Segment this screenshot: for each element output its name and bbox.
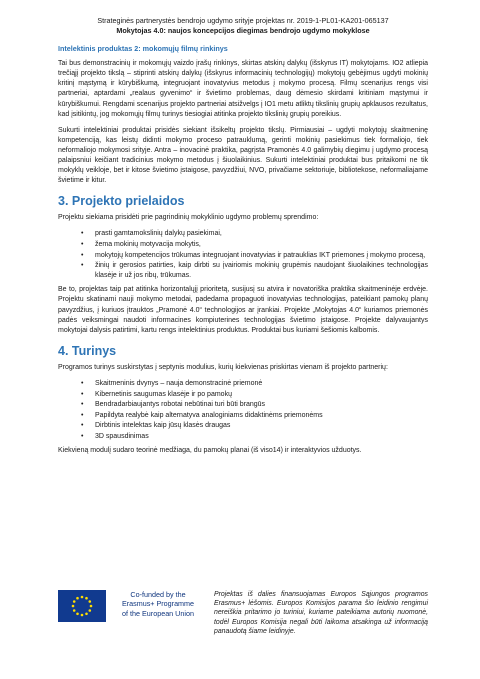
eu-text-line: Co-funded by the [130, 590, 186, 599]
io2-paragraph-2: Sukurti intelektiniai produktai prisidės siekiant išsikeltų projekto tikslų. Pirmiausiai – ugdyti mokytojų skaitmeninę kompetenciją, kas leistų didinti mokymo proceso patrauklumą, gerinti mokinių pasiekimus tiek formaliojo, tiek neformaliojo mokymosi srityje. Antra – inovacinė praktika, pagrįsta Pramonės 4.0 galimybių diegimu į ugdymo procesą palaipsniui keičiant tradicinius mokymo metodus į šiuolaikinius. Sukurti intelektiniai produktai bus pritaikomi ne tik mokyklų veikloje, bet ir kitose švietimo įstaigose, pavyzdžiui, NVO, privačiame sektoriuje, bibliotekose, neformaliajame švietime ir kitur. [58, 126, 428, 185]
eu-funding-label [112, 590, 204, 618]
section-4-outro: Kiekvieną modulį sudaro teorinė medžiaga, du pamokų planai (iš viso14) ir interaktyvios užduotys. [58, 447, 362, 454]
section-4-module-list [58, 379, 428, 442]
header-project-title: Mokytojas 4.0: naujos koncepcijos diegimas bendrojo ugdymo mokyklose [116, 25, 370, 35]
section-3-heading: 3. Projekto prielaidos [58, 194, 185, 209]
section-3-list [58, 229, 428, 281]
eu-text-line: of the European Union [122, 608, 194, 618]
erasmus-logo [58, 590, 208, 636]
section-3-intro: Projektu siekiama prisidėti prie pagrindinių mokyklinio ugdymo problemų sprendimo: [58, 214, 319, 222]
list-item: • Bendradarbiaujantys robotai nebūtinai turi būti brangūs [81, 400, 428, 410]
io2-subheading: Intelektinis produktas 2: mokomųjų filmų rinkinys [58, 44, 228, 54]
list-item: • žinių ir gerosios patirties, kaip dirbti su įvairiomis mokinių grupėmis naudojant šiuolaikines technologijas klasėje ir už jos ribų, trūkumas. [81, 261, 428, 281]
list-item: • Dirbtinis intelektas kaip jūsų klasės draugas [81, 421, 428, 431]
document-header [58, 16, 428, 35]
list-item: • mokytojų kompetencijos trūkumas integruojant inovatyvias ir patrauklias IKT priemones į mokymo procesą, [81, 251, 428, 261]
section-4-intro: Programos turinys suskirstytas į septynis modulius, kurių kiekvienas priskirtas vienam iš projekto partnerių: [58, 363, 388, 371]
list-item: • Papildyta realybė kaip alternatyva analoginiams didaktinėms priemonėms [81, 411, 428, 421]
list-item: • 3D spausdinimas [81, 432, 428, 442]
list-item: • prasti gamtamokslinių dalykų pasiekimai, [81, 229, 428, 239]
eu-text-line: Erasmus+ Programme [121, 599, 195, 609]
list-item: • Kibernetinis saugumas klasėje ir po pamokų [81, 390, 428, 400]
footer [58, 590, 428, 636]
eu-flag-icon [58, 590, 106, 622]
io2-paragraph-1: Tai bus demonstracinių ir mokomųjų vaizdo įrašų rinkinys, skirtas atskirų dalykų (išskyrus IT) mokytojams. IO2 atliepia trečiąjį projekto tikslą – stiprinti atskirų dalykų (išskyrus informacinių technologijų) mokytojų gebėjimus ugdyti mokinių kritinį mąstymą ir kūrybiškumą, integruojant inovatyvius metodus į mokymo procesą. Filmų scenarijus rengs visi partneriai, aptardami „realaus gyvenimo“ ir švietimo problemas, daug dėmesio skirdami kritiniam mąstymui ir kūrybiškumui. Rengdami scenarijus projekto partneriai atsižvelgs į IO1 metu atliktų tikslinių grupių apklausos rezultatus, kad įsitikintų, jog mokomųjų filmų turinys tiesiogiai atitinka projekto tikslinių grupių poreikius. [58, 60, 428, 118]
list-item: • Skaitmeninis dvynys – nauja demonstracinė priemonė [81, 379, 428, 389]
funding-disclaimer: Projektas iš dalies finansuojamas Europos Sąjungos programos Erasmus+ lėšomis. Europos Komisijos parama šio leidinio rengimui nereiškia pritarimo jo turiniui, kuriame pateikiama autorių nuomonė, todėl Europos Komisija negali būti laikoma atsakinga už informaciją panaudotą šiame leidinyje. [214, 591, 428, 635]
header-project-number: Strateginės partnerystės bendrojo ugdymo srityje projektas nr. 2019-1-PL01-KA201-065137 [97, 16, 389, 25]
section-3-paragraph: Be to, projektas taip pat atitinka horizontalųjį prioritetą, susijusį su atvira ir novatoriška praktika skaitmeninėje erdvėje. Projektu skatinami nauji mokymo metodai, padedama propaguoti inovatyvias technologijas, pateikiant pamokų planų pavyzdžius, į kuriuos įtrauktos „Pramonė 4.0“ technologijos ar įrankiai. Projekte „Mokytojas 4.0“ kuriamos priemonės padės veiksmingai naudoti informacines kompiuterines technologijas švietimo įstaigose. Projekte dalyvaujantys mokytojai dalysis patirtimi, kartu rengs intelektinius produktus. Produktai bus kuriami šešiomis kalbomis. [58, 286, 428, 334]
section-4-heading: 4. Turinys [58, 343, 117, 358]
list-item: • žema mokinių motyvacija mokytis, [81, 240, 428, 250]
